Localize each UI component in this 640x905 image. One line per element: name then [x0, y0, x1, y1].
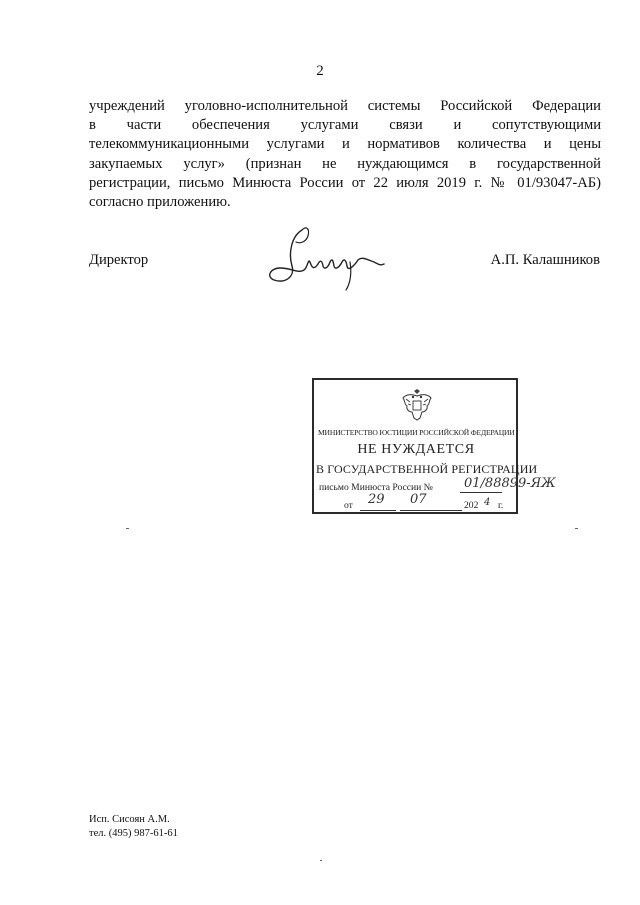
scan-speck	[575, 528, 578, 529]
page-number: 2	[316, 63, 324, 79]
stamp-registration-line: В ГОСУДАРСТВЕННОЙ РЕГИСТРАЦИИ	[316, 462, 538, 476]
coat-of-arms-icon	[400, 388, 434, 422]
handwritten-signature	[262, 222, 390, 292]
registration-stamp	[312, 378, 556, 514]
stamp-date-year-written: 4	[484, 497, 491, 508]
executor-contact	[89, 813, 178, 841]
stamp-status-line: НЕ НУЖДАЕТСЯ	[357, 442, 475, 457]
paragraph-line: регистрации, письмо Минюста России от 22 июля 2019 г. № 01/93047-АБ)	[89, 174, 601, 191]
stamp-letter-prefix: письмо Минюста России №	[319, 482, 433, 493]
signatory-name: А.П. Калашников	[490, 252, 600, 268]
stamp-date-year-printed: 202	[464, 500, 479, 511]
stamp-date-month: 07	[410, 492, 427, 507]
stamp-letter-number: 01/88899-ЯЖ	[464, 476, 556, 491]
stamp-day-underline	[360, 510, 396, 511]
stamp-ministry-name: МИНИСТЕРСТВО ЮСТИЦИИ РОССИЙСКОЙ ФЕДЕРАЦИИ	[318, 428, 515, 437]
body-paragraph	[89, 97, 601, 212]
paragraph-line: учреждений уголовно-исполнительной системы Российской Федерации	[89, 98, 601, 114]
scan-speck	[126, 528, 129, 529]
signatory-title: Директор	[89, 252, 149, 268]
stamp-date-suffix: г.	[498, 500, 504, 511]
stamp-date-day: 29	[368, 492, 385, 507]
paragraph-line: телекоммуникационными услугами и нормативов количества и цены	[89, 136, 601, 153]
paragraph-line: в части обеспечения услугами связи и сопутствующими	[89, 117, 601, 134]
scan-speck	[320, 860, 322, 861]
executor-phone: тел. (495) 987-61-61	[89, 828, 178, 839]
paragraph-line: согласно приложению.	[89, 194, 231, 211]
stamp-number-underline	[460, 492, 502, 493]
executor-name: Исп. Сисоян А.М.	[89, 814, 170, 825]
stamp-month-underline	[400, 510, 462, 511]
paragraph-line: закупаемых услуг» (признан не нуждающимся в государственной	[89, 155, 601, 172]
stamp-date-prefix: от	[344, 500, 353, 511]
